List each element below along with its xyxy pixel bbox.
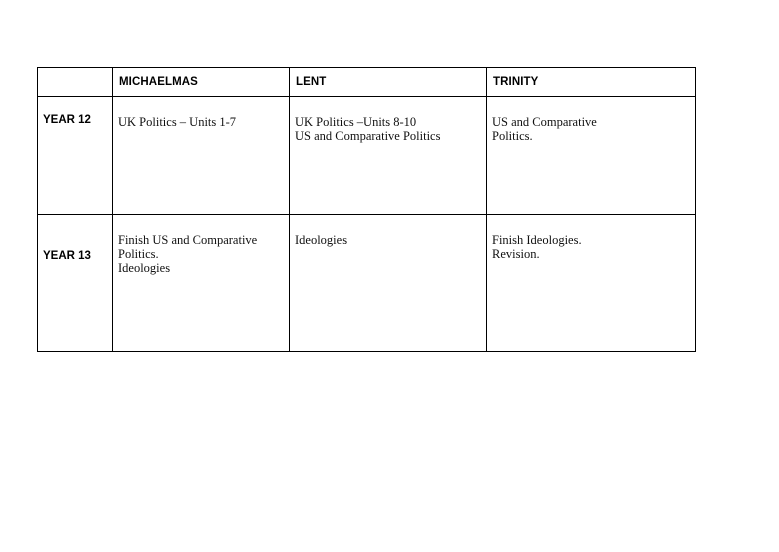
cell-year-13-lent (290, 215, 487, 352)
row-label-year-13: YEAR 13 (38, 215, 113, 352)
cell-text-line: US and Comparative Politics (295, 129, 441, 143)
cell-text-line: Politics. (492, 129, 533, 143)
header-lent: LENT (290, 68, 487, 97)
table-row (38, 97, 696, 215)
header-row (38, 68, 696, 97)
cell-year-12-michaelmas (113, 97, 290, 215)
header-corner-cell (38, 68, 113, 97)
cell-text-line: Ideologies (118, 261, 171, 275)
cell-text-line: Politics. (118, 247, 159, 261)
row-label-year-12: YEAR 12 (38, 97, 113, 215)
table-row (38, 215, 696, 352)
header-trinity: TRINITY (487, 68, 696, 97)
cell-text-line: Finish US and Comparative (118, 233, 258, 247)
term-schedule-table (37, 67, 696, 352)
cell-year-12-trinity (487, 97, 696, 215)
cell-text-line: Finish Ideologies. (492, 233, 582, 247)
cell-text-line: US and Comparative (492, 115, 597, 129)
cell-text-line: UK Politics –Units 8-10 (295, 115, 417, 129)
cell-year-13-michaelmas (113, 215, 290, 352)
cell-text-line: Revision. (492, 247, 540, 261)
cell-text-line: UK Politics – Units 1-7 (118, 115, 237, 129)
cell-text-line: Ideologies (295, 233, 348, 247)
header-michaelmas: MICHAELMAS (113, 68, 290, 97)
cell-year-13-trinity (487, 215, 696, 352)
cell-year-12-lent (290, 97, 487, 215)
